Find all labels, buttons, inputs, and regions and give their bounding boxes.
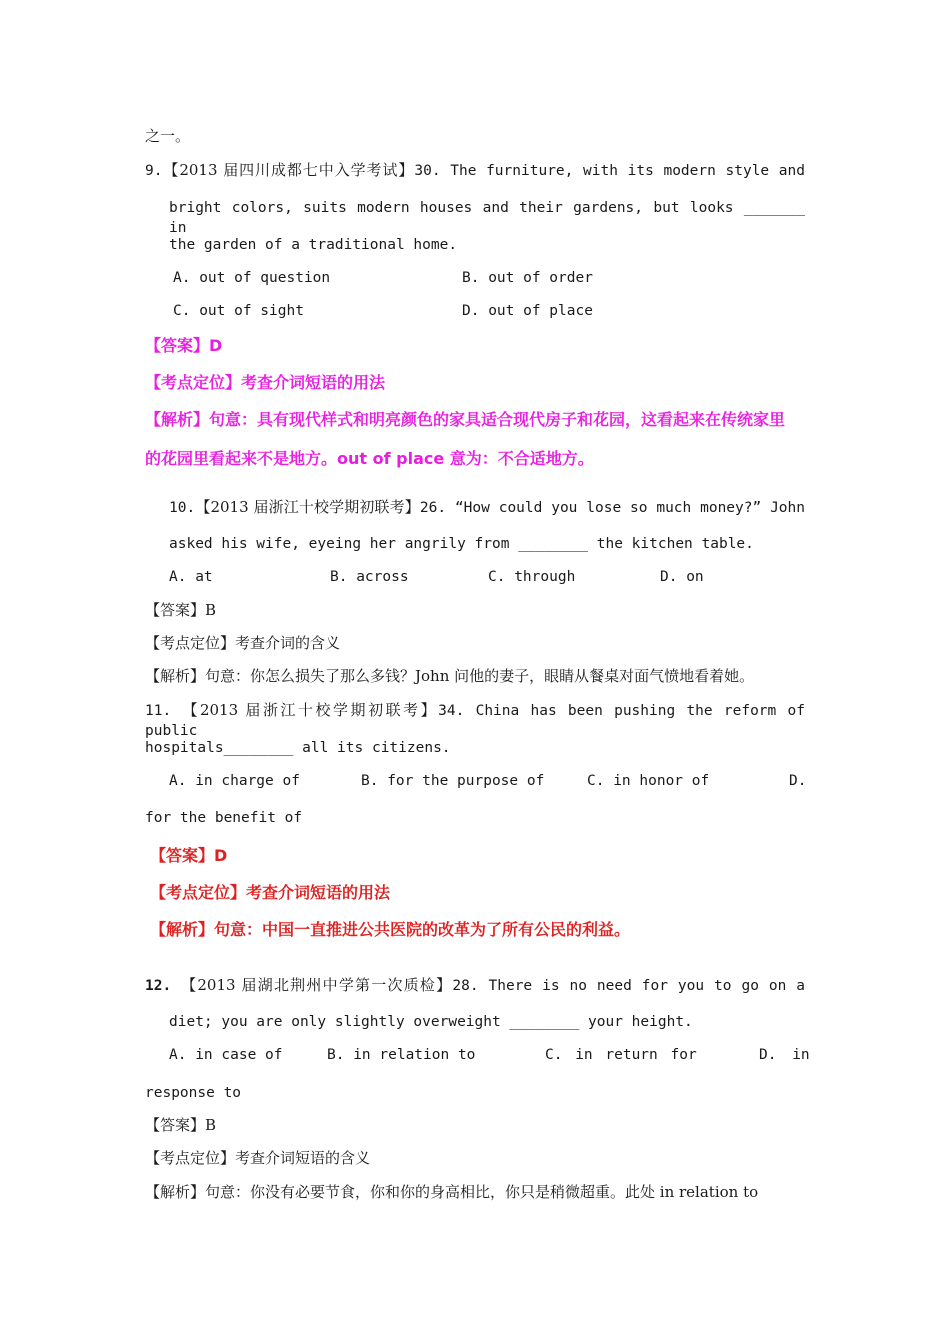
option-d: D. out of place xyxy=(462,303,593,319)
question-12-line-1 xyxy=(145,975,805,996)
explanation-line-1: 【解析】句意：你怎么损失了那么多钱？John 问他的妻子，眼睛从餐桌对面气愤地看着她。 xyxy=(145,667,755,685)
question-sub-number: 26. xyxy=(419,500,447,516)
key-point: 【考点定位】考查介词短语的用法 xyxy=(145,373,386,392)
intro-tail: 之一。 xyxy=(145,127,191,145)
option-c: C. in return for xyxy=(545,1047,697,1063)
question-number: 11. xyxy=(145,703,172,719)
question-12-line-2: diet; you are only slightly overweight ________ your height. xyxy=(169,1014,693,1030)
answer: 【答案】B xyxy=(145,601,217,619)
question-source: 【2013 届四川成都七中入学考试】 xyxy=(162,161,415,179)
question-number: 10. xyxy=(169,500,196,516)
explanation-line-1: 【解析】句意：具有现代样式和明亮颜色的家具适合现代房子和花园，这看起来在传统家里 xyxy=(145,410,786,429)
answer: 【答案】D xyxy=(150,846,228,865)
option-c: C. in honor of xyxy=(587,773,710,789)
option-a: A. in case of xyxy=(169,1047,283,1063)
option-a: A. out of question xyxy=(173,270,331,286)
option-b: B. in relation to xyxy=(327,1047,476,1063)
key-point: 【考点定位】考查介词的含义 xyxy=(145,634,341,652)
question-10-line-1 xyxy=(169,497,805,518)
explanation-line-2: 的花园里看起来不是地方。out of place 意为：不合适地方。 xyxy=(145,449,594,468)
question-source: 【2013 届浙江十校学期初联考】 xyxy=(195,498,420,516)
question-9-line-1 xyxy=(145,160,805,181)
question-9-line-2: bright colors, suits modern houses and their gardens, but looks _______ in xyxy=(169,200,805,236)
question-text: The furniture, with its modern style and xyxy=(450,163,805,179)
explanation-line-1: 【解析】句意：中国一直推进公共医院的改革为了所有公民的利益。 xyxy=(150,920,631,939)
question-10-line-2: asked his wife, eyeing her angrily from ________ the kitchen table. xyxy=(169,536,754,552)
question-source: 【2013 届浙江十校学期初联考】 xyxy=(182,701,439,719)
option-d: D. xyxy=(789,773,807,789)
question-number: 9. xyxy=(145,163,163,179)
key-point: 【考点定位】考查介词短语的用法 xyxy=(150,883,391,902)
answer: 【答案】D xyxy=(145,336,223,355)
option-b: B. out of order xyxy=(462,270,593,286)
option-c: C. out of sight xyxy=(173,303,304,319)
question-source: 【2013 届湖北荆州中学第一次质检】 xyxy=(181,976,453,994)
question-sub-number: 30. xyxy=(414,163,441,179)
question-number: 12. xyxy=(145,978,172,994)
question-11-line-1 xyxy=(145,700,805,741)
question-sub-number: 34. xyxy=(438,703,465,719)
key-point: 【考点定位】考查介词短语的含义 xyxy=(145,1149,371,1167)
question-text: China has been pushing the reform of public xyxy=(145,703,805,739)
option-d: D. on xyxy=(660,569,704,585)
option-d-text: response to xyxy=(145,1085,242,1101)
option-d: D. in xyxy=(759,1047,810,1063)
option-b: B. for the purpose of xyxy=(361,773,545,789)
question-text: “How could you lose so much money?” John xyxy=(454,500,805,516)
answer: 【答案】B xyxy=(145,1116,217,1134)
question-11-line-2: hospitals________ all its citizens. xyxy=(145,740,451,756)
option-c: C. through xyxy=(488,569,576,585)
option-a: A. at xyxy=(169,569,213,585)
option-d-text: for the benefit of xyxy=(145,810,303,826)
question-text: There is no need for you to go on a xyxy=(488,978,806,994)
option-b: B. across xyxy=(330,569,409,585)
question-sub-number: 28. xyxy=(452,978,479,994)
option-a: A. in charge of xyxy=(169,773,300,789)
explanation-line-1: 【解析】句意：你没有必要节食，你和你的身高相比，你只是稍微超重。此处 in relation to xyxy=(145,1183,759,1201)
question-9-line-3: the garden of a traditional home. xyxy=(169,237,458,253)
